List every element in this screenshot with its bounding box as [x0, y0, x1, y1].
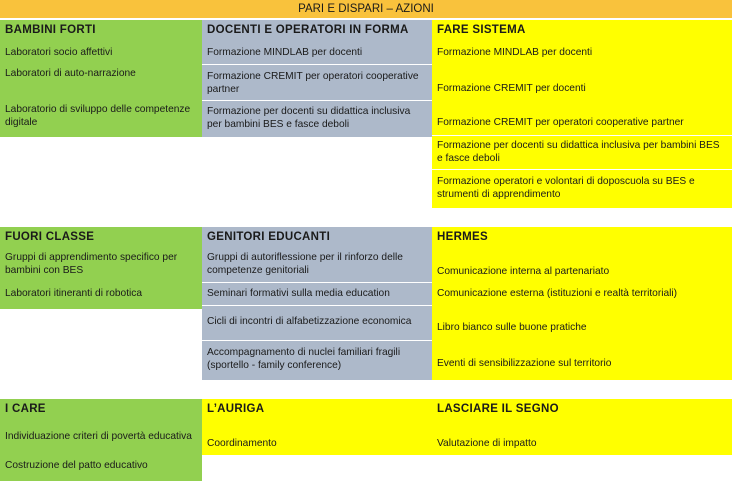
fare-sistema-item: Formazione operatori e volontari di doposcuola su BES e strumenti di apprendimento	[432, 169, 732, 205]
genitori-item: Cicli di incontri di alfabetizzazione economica	[202, 305, 432, 337]
hermes-item: Eventi di sensibilizzazione sul territorio	[437, 357, 612, 369]
page-title: PARI E DISPARI – AZIONI	[0, 0, 732, 19]
lasciare-header: LASCIARE IL SEGNO	[437, 403, 559, 415]
docenti-item: Formazione CREMIT per operatori cooperative partner	[202, 64, 432, 100]
fare-sistema-item: Formazione CREMIT per operatori cooperative partner	[437, 116, 684, 128]
i-care-header: I CARE	[5, 403, 46, 415]
i-care-item: Individuazione criteri di povertà educativa	[5, 430, 192, 442]
hermes-item: Comunicazione esterna (istituzioni e realtà territoriali)	[437, 287, 678, 299]
auriga-header: L’AURIGA	[207, 403, 265, 415]
genitori-item: Gruppi di autoriflessione per il rinforzo delle competenze genitoriali	[207, 252, 403, 276]
docenti-item: Formazione per docenti su didattica inclusiva per bambini BES e fasce deboli	[202, 100, 432, 135]
fare-sistema-item: Formazione MINDLAB per docenti	[437, 46, 593, 58]
genitori-header: GENITORI EDUCANTI	[207, 231, 331, 243]
docenti-item: Formazione MINDLAB per docenti	[207, 46, 363, 58]
fare-sistema-item: Formazione per docenti su didattica inclusiva per bambini BES e fasce deboli	[432, 135, 732, 168]
auriga-item: Coordinamento	[207, 437, 277, 449]
hermes-item: Comunicazione interna al partenariato	[437, 265, 610, 277]
lasciare-item: Valutazione di impatto	[437, 437, 537, 449]
i-care-item: Costruzione del patto educativo	[5, 459, 148, 471]
hermes-header: HERMES	[437, 231, 489, 243]
bambini-forti-header: BAMBINI FORTI	[5, 24, 96, 36]
bambini-forti-item: Laboratori socio affettivi	[5, 46, 113, 58]
fare-sistema-header: FARE SISTEMA	[437, 24, 526, 36]
genitori-item: Accompagnamento di nuclei familiari fragili (sportello - family conference)	[202, 340, 432, 376]
docenti-header: DOCENTI E OPERATORI IN FORMA	[207, 24, 409, 36]
fuori-classe-item: Gruppi di apprendimento specifico per bambini con BES	[5, 252, 178, 276]
genitori-item: Seminari formativi sulla media education	[202, 282, 432, 304]
fuori-classe-item: Laboratori itineranti di robotica	[5, 287, 143, 299]
fuori-classe-header: FUORI CLASSE	[5, 231, 95, 243]
hermes-item: Libro bianco sulle buone pratiche	[437, 321, 587, 333]
bambini-forti-item: Laboratori di auto-narrazione	[5, 67, 136, 79]
fare-sistema-item: Formazione CREMIT per docenti	[437, 82, 586, 94]
bambini-forti-item: Laboratorio di sviluppo delle competenze digitale	[5, 104, 191, 128]
